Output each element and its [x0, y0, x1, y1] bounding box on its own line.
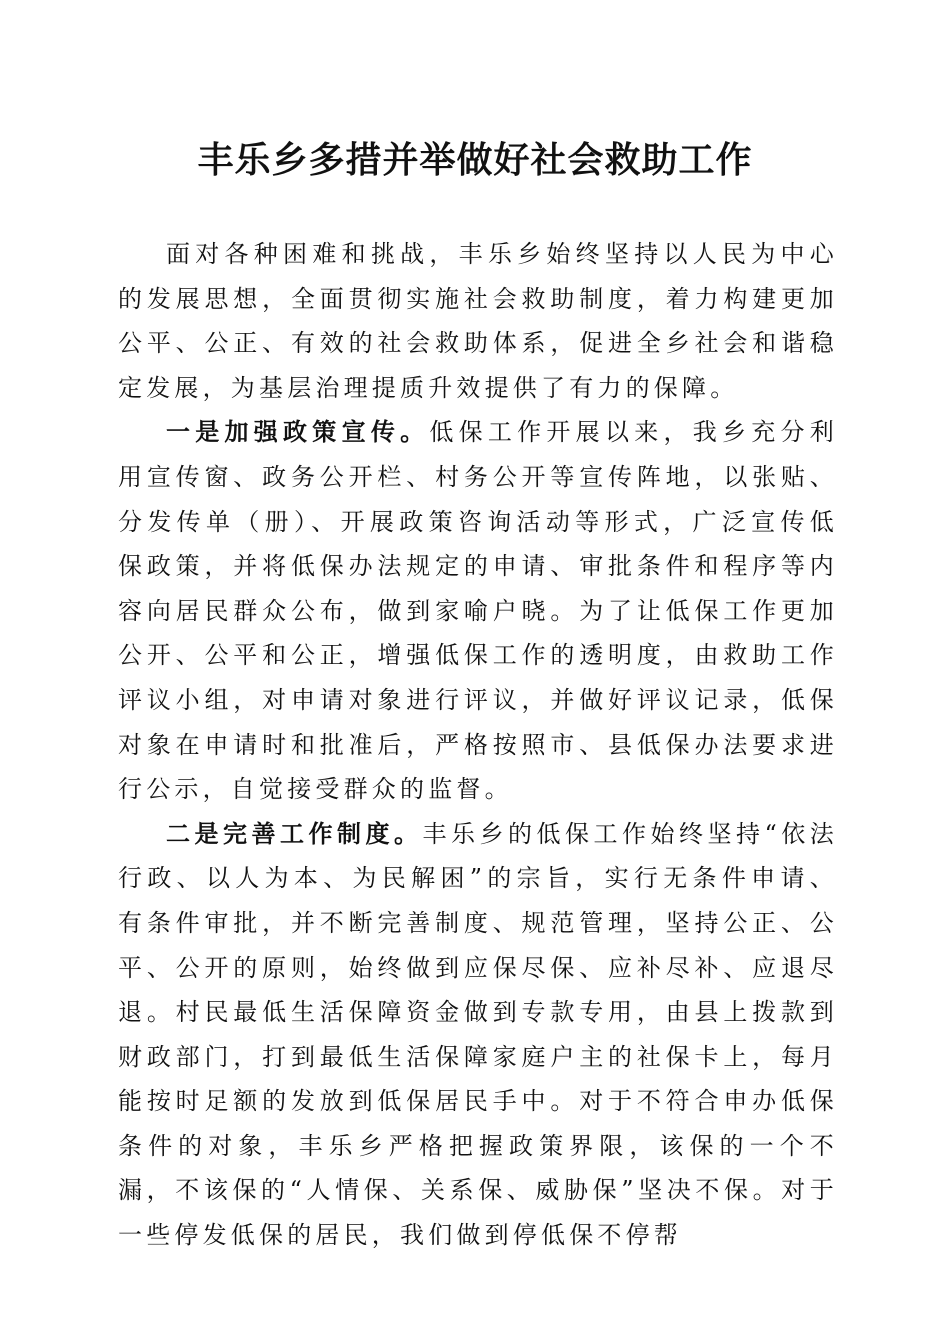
document-body — [118, 232, 838, 1258]
paragraph-text: 低保工作开展以来，我乡充分利用宣传窗、政务公开栏、村务公开等宣传阵地，以张贴、分发传单（册）、开展政策咨询活动等形式，广泛宣传低保政策，并将低保办法规定的申请、审批条件和程序等内容向居民群众公布，做到家喻户晓。为了让低保工作更加公开、公平和公正，增强低保工作的透明度，由救助工作评议小组，对申请对象进行评议，并做好评议记录，低保对象在申请时和批准后，严格按照市、县低保办法要求进行公示，自觉接受群众的监督。 — [118, 418, 838, 804]
paragraph-lead: 一是加强政策宣传。 — [166, 417, 430, 447]
page-title: 丰乐乡多措并举做好社会救助工作 — [197, 139, 753, 181]
paragraph-text: 面对各种困难和挑战，丰乐乡始终坚持以人民为中心的发展思想，全面贯彻实施社会救助制度，着力构建更加公平、公正、有效的社会救助体系，促进全乡社会和谐稳定发展，为基层治理提质升效提供了有力的保障。 — [118, 240, 838, 402]
intro-paragraph — [118, 232, 838, 410]
policy-promotion-paragraph — [118, 410, 838, 811]
work-system-paragraph — [118, 812, 838, 1258]
paragraph-lead: 二是完善工作制度。 — [166, 818, 423, 848]
paragraph-text: 丰乐乡的低保工作始终坚持“依法行政、以人为本、为民解困”的宗旨，实行无条件申请、有条件审批，并不断完善制度、规范管理，坚持公正、公平、公开的原则，始终做到应保尽保、应补尽补、应退尽退。村民最低生活保障资金做到专款专用，由县上拨款到财政部门，打到最低生活保障家庭户主的社保卡上，每月能按时足额的发放到低保居民手中。对于不符合申办低保条件的对象，丰乐乡严格把握政策界限，该保的一个不漏，不该保的“人情保、关系保、威胁保”坚决不保。对于一些停发低保的居民，我们做到停低保不停帮 — [118, 819, 838, 1250]
